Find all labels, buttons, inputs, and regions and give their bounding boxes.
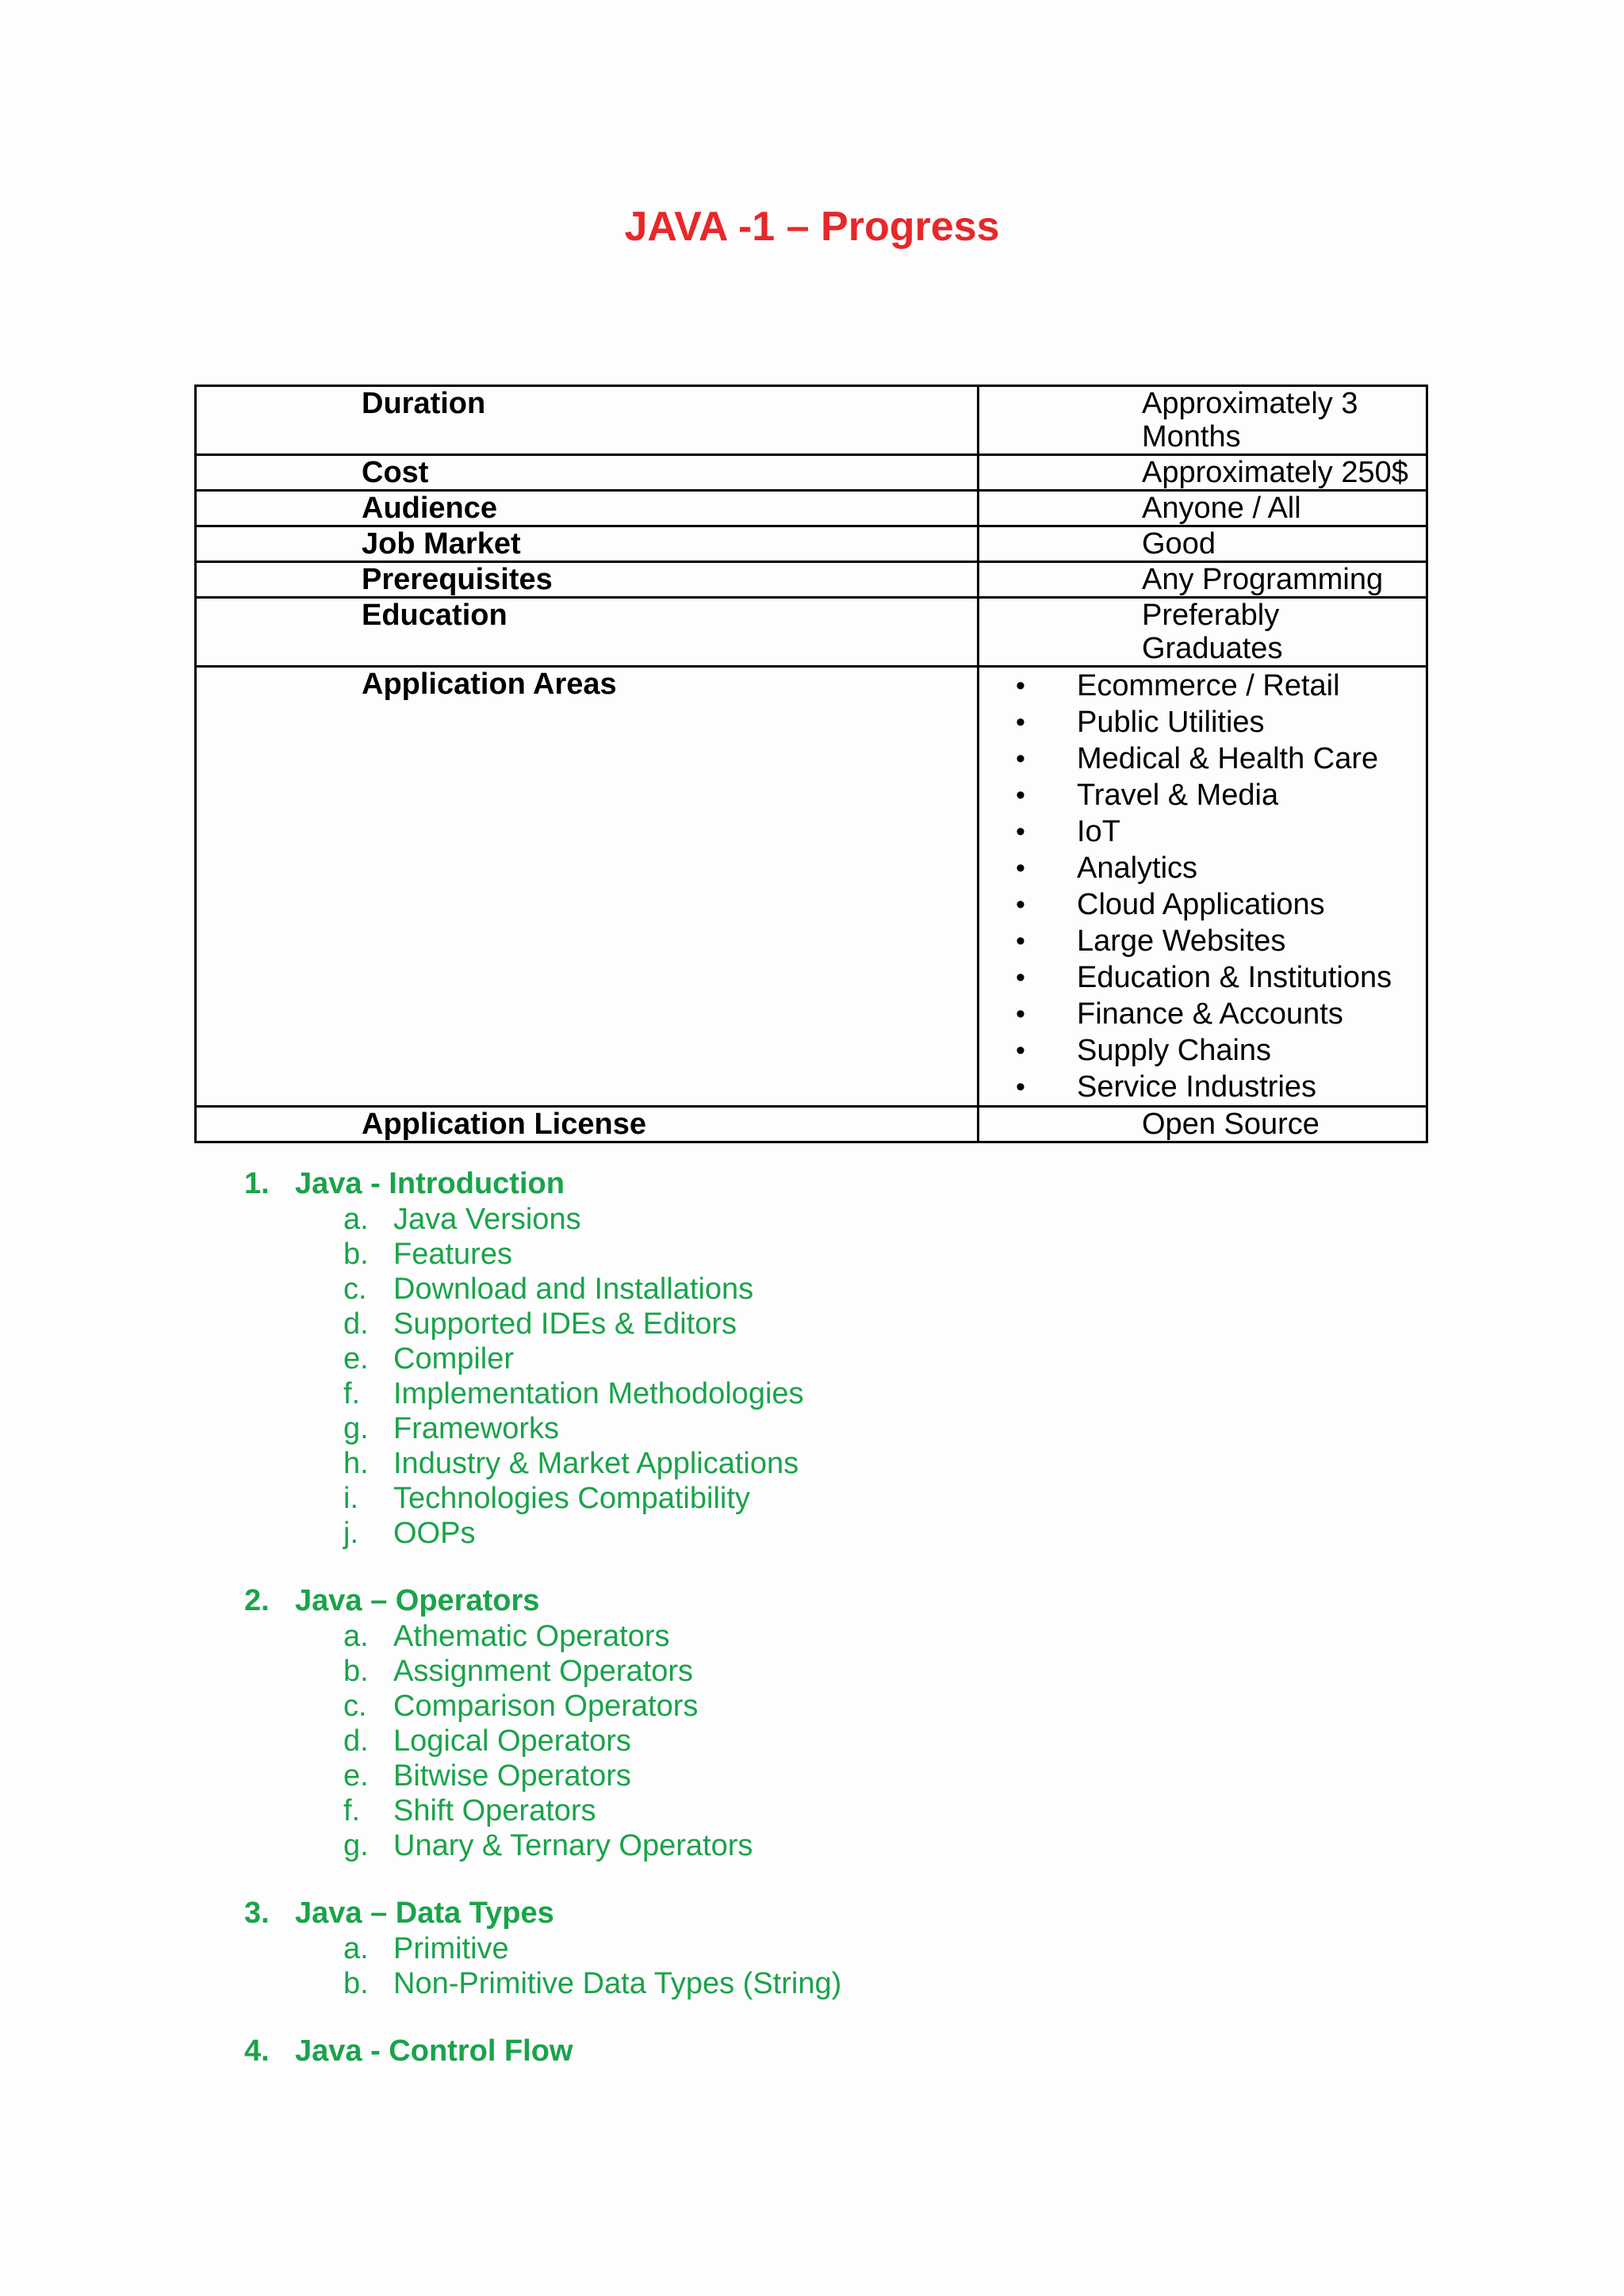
subitem-letter: d.: [343, 1724, 369, 1758]
application-area-item: [1016, 704, 1426, 740]
subitem-text: Assignment Operators: [393, 1655, 694, 1688]
application-area-text: Medical & Health Care: [1077, 742, 1379, 775]
section-number: 1.: [244, 1167, 270, 1200]
application-area-text: Service Industries: [1077, 1070, 1317, 1104]
outline-subitem: [244, 1966, 841, 2001]
subitem-text: Bitwise Operators: [393, 1759, 631, 1793]
application-area-item: [1016, 923, 1426, 959]
subitem-text: Frameworks: [393, 1412, 560, 1445]
info-row: [196, 598, 1427, 667]
bullet-icon: •: [1016, 1035, 1025, 1066]
outline-section: [244, 1582, 841, 1863]
application-area-text: Ecommerce / Retail: [1077, 669, 1340, 702]
application-areas-cell: [979, 667, 1427, 1107]
info-value: Anyone / All: [979, 491, 1427, 526]
application-area-item: [1016, 959, 1426, 996]
course-info-table: [194, 385, 1428, 1143]
subitem-text: Compiler: [393, 1342, 515, 1376]
section-title: Java - Introduction: [295, 1167, 565, 1200]
subitem-letter: j.: [343, 1517, 358, 1550]
syllabus-outline: [244, 1165, 841, 2101]
subitem-text: Comparison Operators: [393, 1689, 699, 1723]
outline-section: [244, 1895, 841, 2001]
bullet-icon: •: [1016, 926, 1025, 956]
info-row: [196, 526, 1427, 562]
subitem-letter: g.: [343, 1412, 369, 1445]
application-area-item: [1016, 813, 1426, 850]
subitem-text: Primitive: [393, 1932, 509, 1965]
bullet-icon: •: [1016, 671, 1025, 701]
subitem-letter: a.: [343, 1932, 369, 1965]
outline-subitem: [244, 1793, 841, 1828]
outline-subitem: [244, 1516, 841, 1551]
bullet-icon: •: [1016, 999, 1025, 1029]
info-value: Approximately 250$: [979, 455, 1427, 491]
page-title: JAVA -1 – Progress: [624, 204, 1000, 250]
application-area-text: Large Websites: [1077, 924, 1286, 958]
subitem-letter: e.: [343, 1342, 369, 1376]
application-area-text: Analytics: [1077, 851, 1198, 885]
outline-subitem: [244, 1724, 841, 1758]
bullet-icon: •: [1016, 744, 1025, 774]
application-area-text: Cloud Applications: [1077, 888, 1325, 921]
section-heading: [244, 1582, 841, 1619]
outline-subitem: [244, 1272, 841, 1307]
application-area-item: [1016, 886, 1426, 923]
section-title: Java – Operators: [295, 1584, 540, 1617]
application-area-item: [1016, 777, 1426, 813]
license-row: [196, 1107, 1427, 1142]
subitem-letter: i.: [343, 1482, 358, 1515]
outline-subitem: [244, 1341, 841, 1376]
application-area-item: [1016, 668, 1426, 704]
section-number: 4.: [244, 2034, 270, 2068]
subitem-text: Java Versions: [393, 1203, 581, 1236]
section-heading: [244, 2033, 841, 2069]
subitem-text: Shift Operators: [393, 1794, 596, 1827]
subitem-letter: h.: [343, 1447, 369, 1480]
subitem-letter: c.: [343, 1689, 367, 1723]
application-area-text: Finance & Accounts: [1077, 997, 1343, 1031]
subitem-letter: b.: [343, 1967, 369, 2000]
subitem-letter: f.: [343, 1794, 361, 1827]
subitem-text: Technologies Compatibility: [393, 1482, 750, 1515]
application-area-text: Public Utilities: [1077, 706, 1265, 739]
application-areas-list: [979, 668, 1426, 1105]
application-area-text: Education & Institutions: [1077, 961, 1392, 994]
subitem-text: Unary & Ternary Operators: [393, 1829, 753, 1862]
outline-subitem: [244, 1307, 841, 1341]
info-value: Good: [979, 526, 1427, 562]
outline-section: [244, 1165, 841, 1551]
outline-subitem: [244, 1654, 841, 1689]
subitem-text: OOPs: [393, 1517, 476, 1550]
outline-subitem: [244, 1237, 841, 1272]
application-area-item: [1016, 740, 1426, 777]
info-value: Approximately 3 Months: [979, 386, 1427, 455]
subitem-letter: a.: [343, 1203, 369, 1236]
outline-subitem: [244, 1446, 841, 1481]
bullet-icon: •: [1016, 707, 1025, 737]
subitem-letter: d.: [343, 1307, 369, 1341]
section-title: Java – Data Types: [295, 1896, 554, 1930]
section-heading: [244, 1895, 841, 1931]
subitem-text: Download and Installations: [393, 1272, 754, 1306]
subitem-text: Athematic Operators: [393, 1620, 670, 1653]
application-area-item: [1016, 996, 1426, 1032]
outline-subitem: [244, 1202, 841, 1237]
subitem-text: Supported IDEs & Editors: [393, 1307, 737, 1341]
outline-section: [244, 2033, 841, 2069]
info-row: [196, 386, 1427, 455]
info-label: Application License: [196, 1107, 979, 1142]
section-title: Java - Control Flow: [295, 2034, 573, 2068]
info-row: [196, 491, 1427, 526]
section-number: 3.: [244, 1896, 270, 1930]
info-value: Any Programming: [979, 562, 1427, 598]
info-value: Open Source: [979, 1107, 1427, 1142]
subitem-letter: e.: [343, 1759, 369, 1793]
application-area-item: [1016, 1069, 1426, 1105]
info-label: Application Areas: [196, 667, 979, 1107]
subitem-letter: f.: [343, 1377, 361, 1410]
application-area-text: IoT: [1077, 815, 1120, 848]
subitem-text: Non-Primitive Data Types (String): [393, 1967, 842, 2000]
application-area-text: Supply Chains: [1077, 1034, 1272, 1067]
outline-subitem: [244, 1689, 841, 1724]
bullet-icon: •: [1016, 962, 1025, 993]
info-label: Audience: [196, 491, 979, 526]
info-label: Education: [196, 598, 979, 667]
outline-subitem: [244, 1411, 841, 1446]
outline-subitem: [244, 1828, 841, 1863]
outline-subitem: [244, 1931, 841, 1966]
application-area-text: Travel & Media: [1077, 779, 1279, 812]
section-number: 2.: [244, 1584, 270, 1617]
info-row: [196, 455, 1427, 491]
outline-subitem: [244, 1619, 841, 1654]
info-row: [196, 562, 1427, 598]
info-label: Cost: [196, 455, 979, 491]
info-label: Prerequisites: [196, 562, 979, 598]
outline-subitem: [244, 1481, 841, 1516]
application-area-item: [1016, 850, 1426, 886]
bullet-icon: •: [1016, 780, 1025, 810]
subitem-text: Logical Operators: [393, 1724, 631, 1758]
bullet-icon: •: [1016, 853, 1025, 883]
info-label: Duration: [196, 386, 979, 455]
info-label: Job Market: [196, 526, 979, 562]
subitem-letter: a.: [343, 1620, 369, 1653]
bullet-icon: •: [1016, 1072, 1025, 1102]
section-heading: [244, 1165, 841, 1202]
application-area-item: [1016, 1032, 1426, 1069]
bullet-icon: •: [1016, 890, 1025, 920]
application-areas-row: [196, 667, 1427, 1107]
subitem-letter: b.: [343, 1655, 369, 1688]
outline-subitem: [244, 1758, 841, 1793]
subitem-letter: b.: [343, 1238, 369, 1271]
info-value: Preferably Graduates: [979, 598, 1427, 667]
subitem-text: Industry & Market Applications: [393, 1447, 799, 1480]
bullet-icon: •: [1016, 817, 1025, 847]
subitem-letter: g.: [343, 1829, 369, 1862]
subitem-letter: c.: [343, 1272, 367, 1306]
subitem-text: Implementation Methodologies: [393, 1377, 804, 1410]
outline-subitem: [244, 1376, 841, 1411]
subitem-text: Features: [393, 1238, 512, 1271]
